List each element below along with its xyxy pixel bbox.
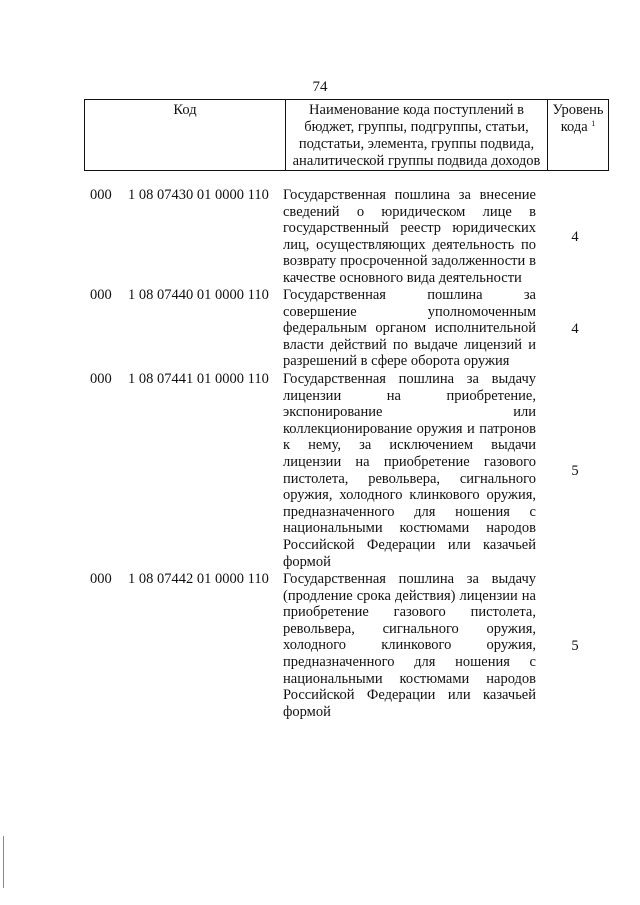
header-level [548,100,609,171]
row-income-name: Государственная пошлина за выдачу (продление срока действия) лицензии на приобретение газового пистолета, револьвера, сигнального оружия, холодного клинкового оружия, предназначенного для ношения с национальными костюмами народов Российской Федерации или казачьей формой [283,571,536,720]
row-admin-code: 000 [90,187,112,203]
row-level: 4 [571,321,579,337]
row-income-name: Государственная пошлина за совершение уполномоченным федеральным органом исполнительной власти действий по выдаче лицензий и разрешений в сфере оборота оружия [283,287,536,370]
header-name-line: бюджет, группы, подгруппы, статьи, [304,119,529,135]
row-level: 4 [571,229,579,245]
header-level-footnote: 1 [591,119,596,128]
header-name-line: Наименование кода поступлений в [309,102,524,118]
header-level-text: кода [560,119,588,135]
row-income-name: Государственная пошлина за выдачу лицензии на приобретение, экспонирование или коллекционирование оружия и патронов к нему, за исключением выдачи лицензии на приобретение газового пистолета, револьвера, сигнального оружия, холодного клинкового оружия, предназначенного для ношения с национальными костюмами народов Российской Федерации или казачьей формой [283,371,536,570]
row-admin-code: 000 [90,287,112,303]
row-level: 5 [571,638,579,654]
header-code: Код [85,100,286,171]
row-admin-code: 000 [90,371,112,387]
row-admin-code: 000 [90,571,112,587]
row-income-code: 1 08 07442 01 0000 110 [128,571,269,587]
header-name-line: подстатьи, элемента, группы подвида, [298,136,535,152]
header-name [286,100,548,171]
header-level-line: Уровень [552,102,604,118]
row-income-code: 1 08 07440 01 0000 110 [128,287,269,303]
row-level: 5 [571,463,579,479]
page-number: 74 [312,79,328,95]
row-income-code: 1 08 07430 01 0000 110 [128,187,269,203]
row-income-code: 1 08 07441 01 0000 110 [128,371,269,387]
row-income-name: Государственная пошлина за внесение сведений о юридическом лице в государственный реестр юридических лиц, осуществляющих деятельность по возврату просроченной задолженности в качестве основного вида деятельности [283,187,536,286]
scan-margin-mark [3,836,4,888]
header-name-line: аналитической группы подвида доходов [292,153,541,169]
header-table [84,99,609,171]
header-level-line-2 [550,119,606,136]
header-row [85,100,609,171]
